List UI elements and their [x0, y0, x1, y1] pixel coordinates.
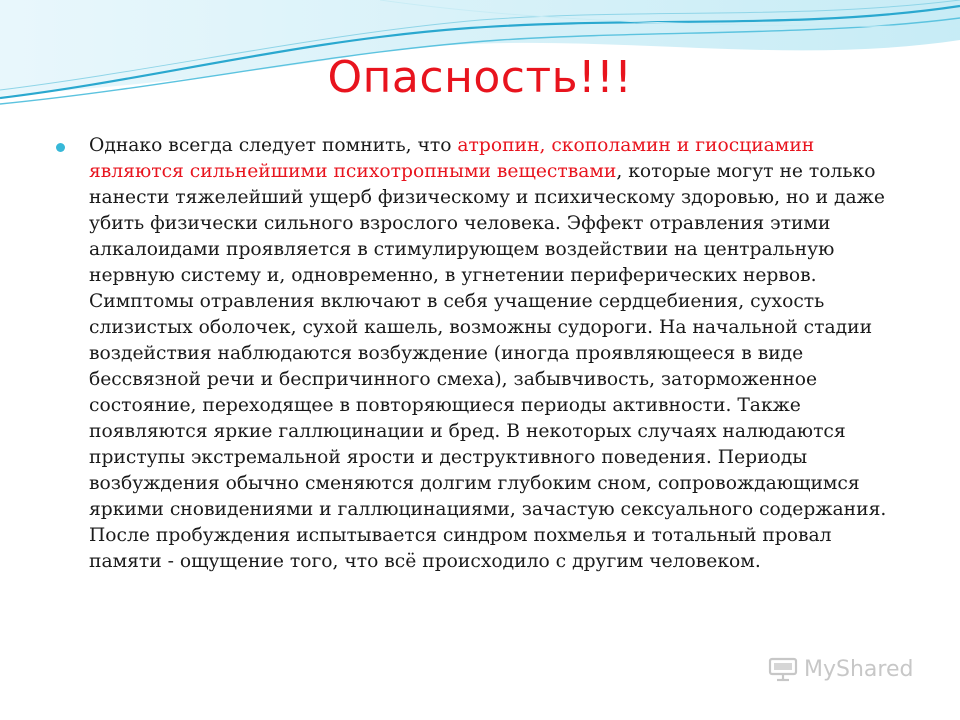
slide-title: Опасность!!! [327, 52, 633, 103]
body-paragraph [89, 133, 904, 575]
paragraph-highlight: атропин, скополамин и гиосциамин являются сильнейшими психотропными веществами [89, 135, 815, 182]
watermark [768, 656, 913, 682]
bullet-item [56, 133, 918, 575]
bullet-icon [56, 143, 65, 152]
presentation-board-icon [768, 656, 798, 682]
slide-content [56, 133, 918, 575]
paragraph-lead: Однако всегда следует помнить, что [89, 135, 458, 156]
watermark-text: MyShared [804, 656, 914, 682]
paragraph-rest: , которые могут не только нанести тяжелейший ущерб физическому и психическому здоровью, но и даже убить физически сильного взрослого человека. Эффект отравления этими алкалоидами проявляется в стимулирующем воздействии на центральную нервную систему и, одновременно, в угнетении периферических нервов. Симптомы отравления включают в себя учащение сердцебиения, сухость слизистых оболочек, сухой кашель, возможны судороги. На начальной стадии воздействия наблюдаются возбуждение (иногда проявляющееся в виде бессвязной речи и беспричинного смеха), забывчивость, заторможенное состояние, переходящее в повторяющиеся периоды активности. Также появляются яркие галлюцинации и бред. В некоторых случаях налюдаются приступы экстремальной ярости и деструктивного поведения. Периоды возбуждения обычно сменяются долгим глубоким сном, сопровождающимся яркими сновидениями и галлюцинациями, зачастую сексуального содержания. После пробуждения испытывается синдром похмелья и тотальный провал памяти - ощущение того, что всё происходило с другим человеком. [89, 161, 887, 572]
